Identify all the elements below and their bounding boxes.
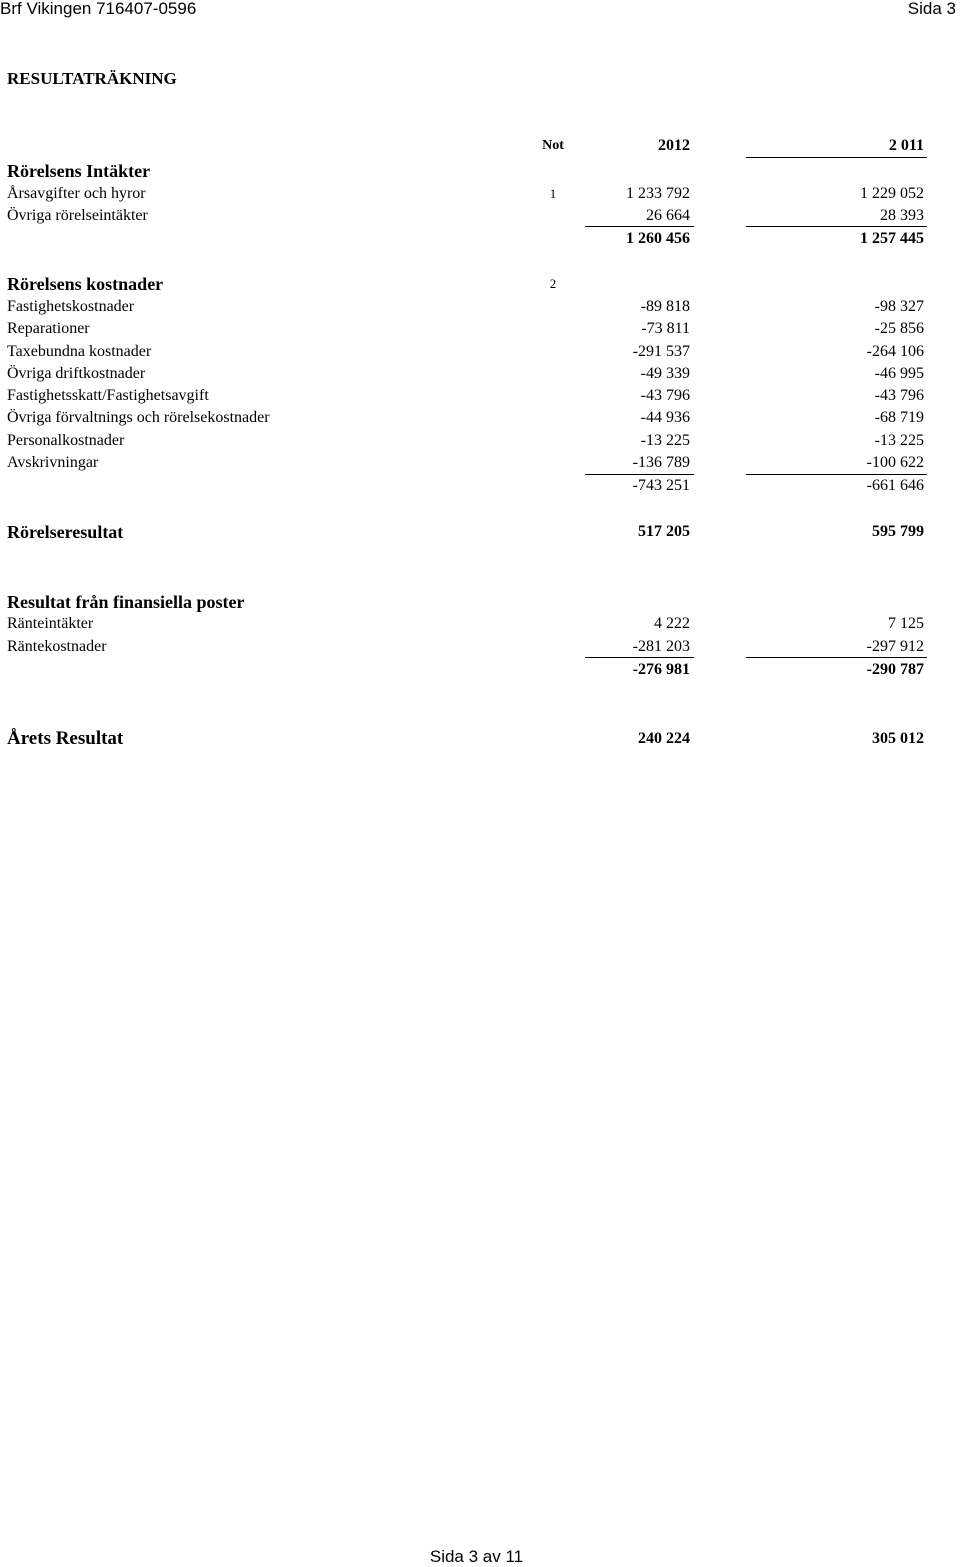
table-row [0,342,960,362]
row-value-2011: -264 106 [866,343,924,360]
subtotal-value-2012: -276 981 [632,661,690,678]
row-label: Personalkostnader [7,432,125,449]
row-label: Ränteintäkter [7,615,94,632]
subtotal-value-2011: 1 257 445 [860,230,924,247]
row-label: Fastighetsskatt/Fastighetsavgift [7,387,209,404]
row-label: Taxebundna kostnader [7,343,152,360]
subtotal-rule [585,474,694,475]
table-row [0,431,960,451]
row-note: 1 [549,186,557,201]
subtotal-row [0,229,960,249]
row-value-2011: 305 012 [872,730,924,747]
row-label: Räntekostnader [7,638,107,655]
table-row [0,453,960,473]
row-label: Övriga förvaltnings och rörelsekostnader [7,409,270,426]
section-heading-label: Rörelsens kostnader [7,274,164,294]
row-value-2011: -297 912 [866,638,924,655]
row-value-2011: -68 719 [874,409,924,426]
row-value-2011: -13 225 [874,432,924,449]
page-footer: Sida 3 av 11 [429,1547,524,1566]
row-note: 2 [549,276,557,291]
table-row [0,297,960,317]
page-title: RESULTATRÄKNING [7,69,177,88]
row-value-2011: -25 856 [874,320,924,337]
subtotal-rule [746,226,927,227]
row-label: Avskrivningar [7,454,99,471]
row-value-2012: 517 205 [638,523,690,540]
row-value-2011: -100 622 [866,454,924,471]
table-row [0,319,960,339]
table-row [0,184,960,204]
row-value-2012: -73 811 [641,320,690,337]
row-value-2012: 26 664 [646,207,690,224]
subtotal-rule [585,657,694,658]
table-row [0,408,960,428]
row-label: Rörelseresultat [7,522,124,542]
subtotal-value-2011: -661 646 [866,477,924,494]
subtotal-rule [746,474,927,475]
subtotal-row [0,660,960,680]
table-row [0,386,960,406]
subtotal-row [0,476,960,496]
row-value-2011: 595 799 [872,523,924,540]
row-label: Årsavgifter och hyror [7,185,146,202]
row-label: Fastighetskostnader [7,298,135,315]
row-value-2011: -43 796 [874,387,924,404]
subtotal-rule [746,657,927,658]
row-value-2012: -13 225 [640,432,690,449]
row-value-2012: 240 224 [638,730,690,747]
row-label: Övriga driftkostnader [7,365,146,382]
row-value-2011: 28 393 [880,207,924,224]
row-value-2012: -291 537 [632,343,690,360]
row-value-2012: -136 789 [632,454,690,471]
column-header-note: Not [542,138,564,153]
table-row [0,364,960,384]
row-value-2012: -43 796 [640,387,690,404]
rorelseresultat-row [0,522,960,542]
arets-resultat-row [0,729,960,749]
subtotal-value-2011: -290 787 [866,661,924,678]
header-rule [746,157,927,158]
row-label: Övriga rörelseintäkter [7,207,148,224]
row-value-2011: 7 125 [888,615,924,632]
row-value-2011: -98 327 [874,298,924,315]
row-value-2011: -46 995 [874,365,924,382]
section-heading-label: Rörelsens Intäkter [7,161,151,181]
row-label: Reparationer [7,320,90,337]
row-value-2011: 1 229 052 [860,185,924,202]
row-value-2012: -89 818 [640,298,690,315]
row-value-2012: -44 936 [640,409,690,426]
column-header-year2: 2 011 [888,137,924,154]
column-header-row [0,136,960,156]
column-header-year1: 2012 [658,137,690,154]
document-header-page: Sida 3 [907,0,956,18]
section-heading-kostnader [0,274,960,294]
subtotal-value-2012: 1 260 456 [626,230,690,247]
row-label: Årets Resultat [7,728,124,749]
table-row [0,637,960,657]
row-value-2012: 4 222 [654,615,690,632]
subtotal-rule [585,226,694,227]
row-value-2012: -49 339 [640,365,690,382]
row-value-2012: -281 203 [632,638,690,655]
document-header-left: Brf Vikingen 716407-0596 [0,0,197,18]
table-row [0,206,960,226]
subtotal-value-2012: -743 251 [632,477,690,494]
section-heading-label: Resultat från finansiella poster [7,592,245,612]
row-value-2012: 1 233 792 [626,185,690,202]
section-heading-intakter [0,161,960,181]
table-row [0,614,960,634]
section-heading-finansiella [0,592,960,612]
